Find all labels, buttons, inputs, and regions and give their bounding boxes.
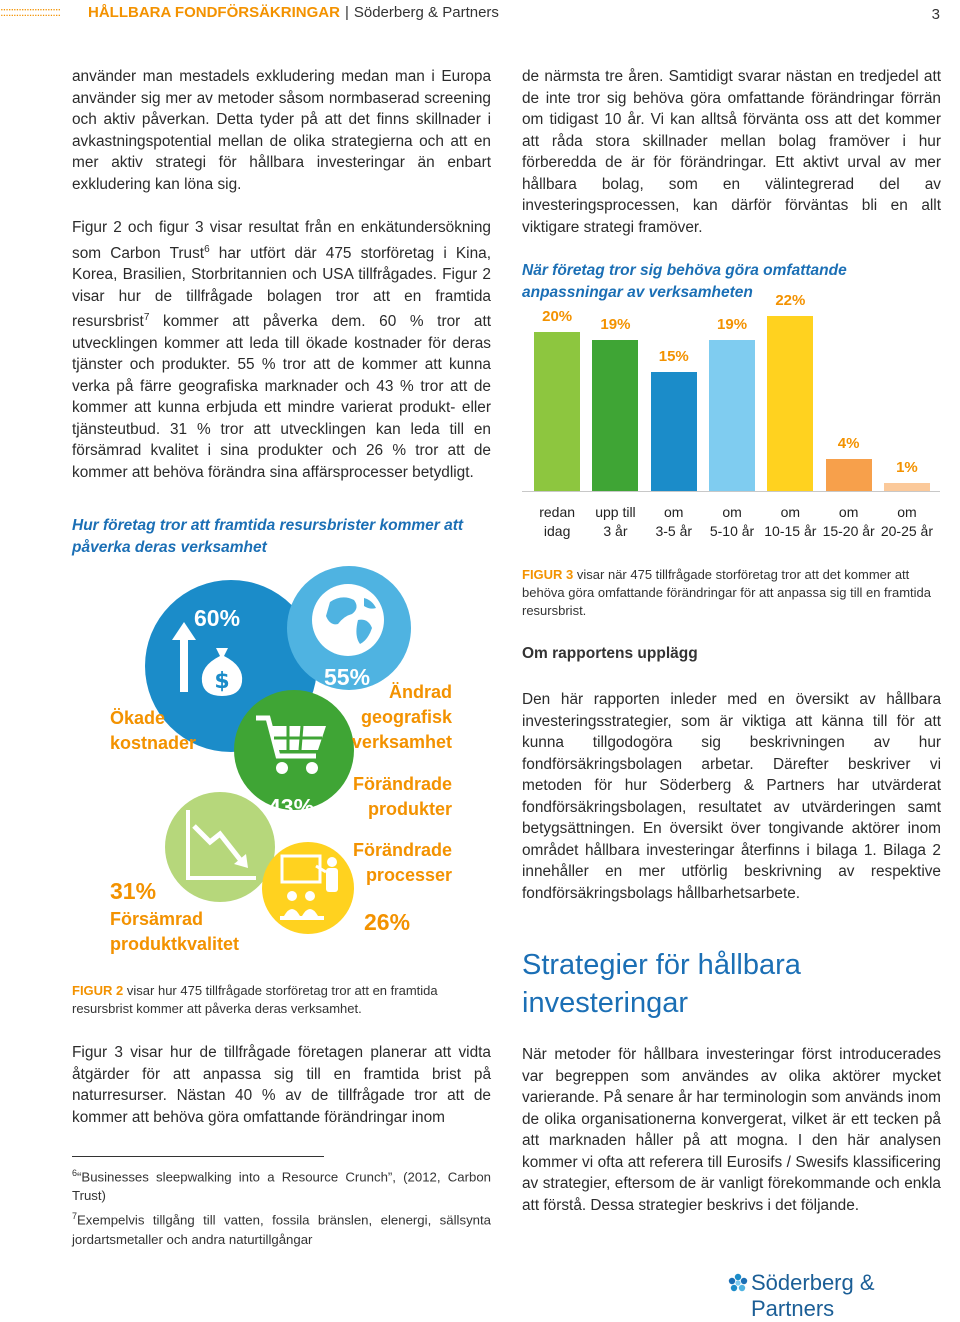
pct-changed-geography: 55%	[324, 664, 371, 690]
pct-changed-products: 43%	[268, 794, 315, 820]
figure-3-caption-label: FIGUR 3	[522, 567, 574, 582]
section-paragraph: När metoder för hållbara investeringar först introducerades var begreppen som användes av olika aktörer mycket varierande. På senare år har terminologin som används inom de olika organisationerna konvergerat, vilket är ett tecken på att marknaden håller på att mogna. I den här analysen kommer vi ofta att referera till Eurosifs / Swesifs klassificering av strategier, eftersom de är vanligt förekommande och enkla att förstå. Dessa strategier beskrivs i det följande.	[522, 1046, 941, 1214]
footnote-divider	[72, 1156, 324, 1157]
figure-3-chart	[522, 292, 942, 550]
figure-2-caption	[72, 982, 491, 1018]
bar-value-label-6: 4%	[837, 435, 860, 453]
footnote-ref-6: 6	[204, 243, 210, 255]
shopping-cart-icon	[252, 710, 332, 780]
x-tick-line: 3-5 år	[655, 523, 693, 539]
label-worse-quality: Försämrad produktkvalitet	[110, 909, 240, 954]
left-paragraph-2-part-b: har utfört där 475 storföretag i Kina, Korea, Brasilien, Storbritannien och USA tillfrågades. Figur 2 visar hur de tillfrågade bolagen tror att en framtida resursbrist	[72, 244, 491, 331]
x-tick-label-2	[585, 503, 645, 541]
left-paragraph-1: använder man mestadels exkludering medan man i Europa använder sig mer av metoder såsom normbaserad screening och aktiv påverkan. Detta tyder på att det finns skillnader i avkastningspotential mellan de olika strategierna och att en mer aktiv strategi för hållbara investeringar än enbart exkludering kan löna sig.	[72, 68, 491, 193]
right-paragraph-1: de närmsta tre åren. Samtidigt svarar nästan en tredjedel att de inte tror sig behöva göra omfattande förändringar förrän om tidigast 10 år. Vi kan alltså förvänta oss att det kommer att råda stora skillnader mellan bolag framöver i hur förberedda de är för förändringar. Ett aktivt urval av mer hållbara bolag, som en välintegrerad del av investeringsprocessen, kan därför förväntas bli en allt viktigare strategi framöver.	[522, 68, 941, 236]
x-tick-line: 15-20 år	[822, 523, 875, 539]
label-changed-products: Förändrade produkter	[352, 774, 452, 819]
figure-3-heading: När företag tror sig behöva göra omfattande anpassningar av verksamheten	[522, 262, 847, 301]
figure-3-caption	[522, 566, 941, 620]
figure-3-caption-text: visar när 475 tillfrågade storföretag tror att det kommer att behöva göra omfattande förändringar för att anpassa sig till en framtida resursbrist.	[522, 567, 932, 618]
label-changed-geography: Ändrad geografisk verksamhet	[351, 682, 452, 752]
x-tick-line: om	[722, 504, 742, 520]
chart-bars-layer	[522, 292, 942, 550]
bar-2	[592, 340, 638, 491]
x-tick-line: upp till	[595, 504, 636, 520]
footnotes	[72, 1164, 491, 1249]
pct-worse-quality: 31%	[110, 878, 157, 904]
x-tick-line: om	[664, 504, 684, 520]
globe-icon	[308, 580, 388, 660]
x-tick-label-5	[760, 503, 820, 541]
x-tick-line: idag	[543, 523, 571, 539]
bar-value-label-4: 19%	[717, 315, 748, 333]
x-tick-line: 10-15 år	[764, 523, 817, 539]
bar-4	[709, 340, 755, 491]
x-tick-line: om	[838, 504, 859, 520]
presentation-icon	[278, 850, 342, 924]
bar-7	[884, 483, 930, 491]
bar-6	[826, 459, 872, 491]
footnote-ref-7: 7	[143, 312, 150, 324]
bar-3	[651, 372, 697, 491]
left-paragraph-2	[72, 217, 491, 483]
header-document-title: HÅLLBARA FONDFÖRSÄKRINGAR	[88, 4, 340, 21]
x-tick-line: om	[897, 504, 917, 520]
x-tick-label-3	[644, 503, 704, 541]
x-tick-line: redan	[539, 504, 576, 520]
logo-flower-icon	[727, 1273, 749, 1295]
header-separator: |	[344, 4, 349, 21]
section-heading: Strategier för hållbara investeringar	[522, 949, 801, 1019]
bar-value-label-7: 1%	[896, 459, 918, 477]
label-increased-costs: Ökade kostnader	[110, 708, 197, 753]
page-number: 3	[931, 6, 940, 23]
declining-chart-icon	[180, 806, 260, 886]
x-tick-label-1	[527, 503, 587, 541]
figure-2-caption-text: visar hur 475 tillfrågade storföretag tror att en framtida resursbrist kommer att påverka deras verksamhet.	[72, 983, 438, 1016]
pct-increased-costs: 60%	[194, 605, 241, 631]
logo-text: Söderberg & Partners	[751, 1270, 875, 1321]
x-tick-line: 5-10 år	[709, 523, 755, 539]
page-header	[0, 0, 960, 30]
footer-logo	[727, 1270, 957, 1321]
footnote-7: $^7$Exempelvis tillgång till vatten, fossila bränslen, elenergi, sällsynta jordartsmetaller och andra naturtillgångar	[72, 1211, 491, 1247]
bar-value-label-5: 22%	[775, 292, 806, 309]
about-paragraph: Den här rapporten inleder med en översikt av hållbara investeringsstrategier, som är viktiga att känna till för att kunna tillgodogöra sig beskrivningen av hur fondförsäkringsbolagen arbetar. Därefter beskriver vi metoden för hur Söderberg & Partners har utvärderat fondförsäkringsbolagen, resultatet av utvärderingen samt betygsättningen. En översikt över tongivande aktörer inom området hållbara investeringar återfinns i bilaga 1. Bilaga 2 innehåller en mer utförlig beskrivning av respektive fondförsäkringsbolags hållbarhetsarbete.	[522, 691, 941, 902]
left-paragraph-2-part-a: Figur 2 och figur 3 visar resultat från en enkätundersökning som Carbon Trust	[72, 219, 491, 262]
about-heading: Om rapportens upplägg	[522, 645, 698, 662]
header-dots: :::::::::::::::::::::::	[0, 4, 61, 19]
x-tick-line: om	[780, 504, 801, 520]
x-tick-line: 20-25 år	[880, 523, 934, 539]
bar-value-label-3: 15%	[658, 347, 689, 365]
header-title	[88, 4, 499, 21]
x-tick-label-4	[702, 503, 762, 541]
x-tick-line: 3 år	[603, 523, 628, 539]
bar-value-label-1: 20%	[542, 307, 573, 325]
pct-changed-processes: 26%	[364, 909, 411, 935]
left-paragraph-2-part-c: kommer att påverka dem. 60 % tror att utvecklingen kommer att leda till ökade kostnader för deras tjänster och produkter. 55 % tror att de kommer att kunna verka på färre geografiska marknader och 43 % tror att de kommer att kunna erbjuda ett mindre varierat produkt- eller tjänsteutbud. 31 % tror att utvecklingen kan leda till en försämrad kvalitet i sina produkter och 26 % tror att de kommer att behöva förändra sina affärsprocesser betydligt.	[72, 313, 491, 481]
bar-1	[534, 332, 580, 491]
bar-value-label-2: 19%	[600, 315, 631, 333]
left-paragraph-3: Figur 3 visar hur de tillfrågade företagen planerar att vidta åtgärder för att anpassa sig till en framtida brist på naturresurser. Nästan 40 % av de tillfrågade tror att de kommer att behöva göra omfattande förändringar inom	[72, 1044, 491, 1126]
figure-2-caption-label: FIGUR 2	[72, 983, 124, 998]
footnote-6: $^6$“Businesses sleepwalking into a Resource Crunch”, (2012, Carbon Trust)	[72, 1168, 491, 1204]
bar-5	[767, 316, 813, 491]
x-tick-label-7	[877, 503, 937, 541]
figure-2-heading: Hur företag tror att framtida resursbrister kommer att påverka deras verksamhet	[72, 517, 464, 556]
figure-2-infographic	[72, 560, 492, 970]
left-column	[72, 66, 491, 483]
x-tick-label-6	[819, 503, 879, 541]
header-company: Söderberg & Partners	[353, 4, 499, 21]
label-changed-processes: Förändrade processer	[352, 840, 452, 885]
svg-text:$: $	[214, 669, 230, 694]
